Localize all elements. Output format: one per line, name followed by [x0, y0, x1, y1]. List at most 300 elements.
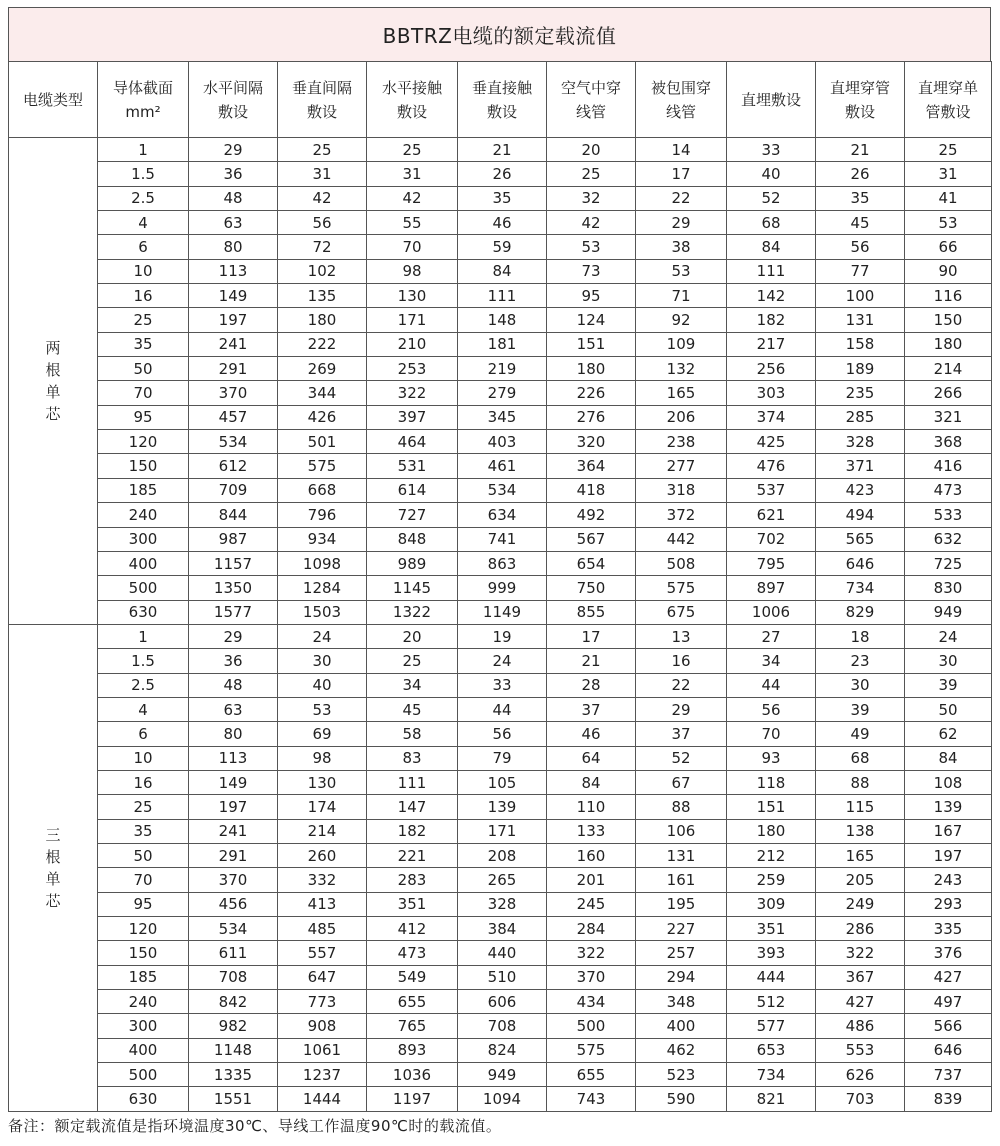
ampacity-cell: 269	[278, 357, 367, 381]
table-header	[9, 62, 992, 138]
cross-section-cell: 630	[98, 600, 189, 624]
cross-section-cell: 1	[98, 624, 189, 648]
ampacity-cell: 147	[367, 795, 458, 819]
ampacity-cell: 111	[458, 284, 547, 308]
ampacity-cell: 31	[278, 162, 367, 186]
ampacity-cell: 510	[458, 965, 547, 989]
ampacity-cell: 25	[278, 138, 367, 162]
ampacity-cell: 1157	[189, 551, 278, 575]
cross-section-cell: 70	[98, 381, 189, 405]
cable-type-char: 芯	[45, 891, 61, 910]
table-row	[9, 649, 992, 673]
ampacity-cell: 195	[636, 892, 727, 916]
ampacity-cell: 708	[189, 965, 278, 989]
ampacity-cell: 217	[727, 332, 816, 356]
ampacity-cell: 668	[278, 478, 367, 502]
ampacity-cell: 537	[727, 478, 816, 502]
table-row	[9, 965, 992, 989]
header-method-line: 水平接触	[381, 78, 442, 97]
ampacity-cell: 566	[905, 1014, 992, 1038]
ampacity-cell: 26	[458, 162, 547, 186]
ampacity-cell: 109	[636, 332, 727, 356]
cross-section-cell: 16	[98, 284, 189, 308]
ampacity-cell: 46	[547, 722, 636, 746]
header-method-line: 直埋穿单	[917, 78, 978, 97]
ampacity-cell: 106	[636, 819, 727, 843]
ampacity-cell: 1322	[367, 600, 458, 624]
cable-type-cell	[9, 138, 98, 625]
ampacity-cell: 36	[189, 649, 278, 673]
ampacity-cell: 42	[547, 211, 636, 235]
ampacity-cell: 370	[547, 965, 636, 989]
cross-section-cell: 400	[98, 1038, 189, 1062]
ampacity-cell: 80	[189, 722, 278, 746]
ampacity-cell: 265	[458, 868, 547, 892]
ampacity-cell: 1237	[278, 1063, 367, 1087]
ampacity-cell: 737	[905, 1063, 992, 1087]
ampacity-cell: 133	[547, 819, 636, 843]
ampacity-cell: 260	[278, 843, 367, 867]
table-row	[9, 1063, 992, 1087]
ampacity-cell: 335	[905, 917, 992, 941]
ampacity-cell: 24	[905, 624, 992, 648]
ampacity-cell: 45	[816, 211, 905, 235]
ampacity-cell: 863	[458, 551, 547, 575]
ampacity-cell: 39	[816, 697, 905, 721]
cross-section-cell: 35	[98, 332, 189, 356]
table-row	[9, 162, 992, 186]
ampacity-cell: 908	[278, 1014, 367, 1038]
ampacity-cell: 1335	[189, 1063, 278, 1087]
ampacity-cell: 42	[367, 186, 458, 210]
header-method-line: 直埋敷设	[740, 90, 801, 109]
table-row	[9, 284, 992, 308]
ampacity-cell: 44	[458, 697, 547, 721]
ampacity-cell: 205	[816, 868, 905, 892]
cross-section-cell: 185	[98, 965, 189, 989]
ampacity-cell: 63	[189, 697, 278, 721]
ampacity-cell: 20	[547, 138, 636, 162]
table-row	[9, 527, 992, 551]
ampacity-cell: 773	[278, 990, 367, 1014]
ampacity-cell: 14	[636, 138, 727, 162]
ampacity-cell: 22	[636, 673, 727, 697]
ampacity-cell: 189	[816, 357, 905, 381]
ampacity-cell: 31	[367, 162, 458, 186]
header-cross-section	[98, 62, 189, 138]
table-row	[9, 990, 992, 1014]
ampacity-cell: 1036	[367, 1063, 458, 1087]
ampacity-cell: 461	[458, 454, 547, 478]
ampacity-cell: 750	[547, 576, 636, 600]
ampacity-cell: 371	[816, 454, 905, 478]
ampacity-cell: 58	[367, 722, 458, 746]
ampacity-cell: 52	[727, 186, 816, 210]
table-row	[9, 259, 992, 283]
ampacity-cell: 286	[816, 917, 905, 941]
cross-section-cell: 16	[98, 770, 189, 794]
ampacity-cell: 49	[816, 722, 905, 746]
ampacity-cell: 40	[727, 162, 816, 186]
ampacity-cell: 462	[636, 1038, 727, 1062]
ampacity-cell: 115	[816, 795, 905, 819]
ampacity-cell: 291	[189, 357, 278, 381]
ampacity-cell: 647	[278, 965, 367, 989]
ampacity-cell: 17	[547, 624, 636, 648]
cross-section-cell: 25	[98, 308, 189, 332]
ampacity-cell: 949	[905, 600, 992, 624]
ampacity-cell: 842	[189, 990, 278, 1014]
ampacity-cell: 36	[189, 162, 278, 186]
ampacity-table	[8, 61, 992, 1112]
ampacity-cell: 655	[547, 1063, 636, 1087]
ampacity-cell: 182	[367, 819, 458, 843]
ampacity-cell: 476	[727, 454, 816, 478]
ampacity-cell: 29	[636, 211, 727, 235]
ampacity-cell: 397	[367, 405, 458, 429]
ampacity-cell: 83	[367, 746, 458, 770]
table-row	[9, 138, 992, 162]
ampacity-cell: 161	[636, 868, 727, 892]
ampacity-cell: 456	[189, 892, 278, 916]
table-row	[9, 819, 992, 843]
ampacity-cell: 124	[547, 308, 636, 332]
ampacity-cell: 434	[547, 990, 636, 1014]
ampacity-cell: 26	[816, 162, 905, 186]
ampacity-cell: 501	[278, 430, 367, 454]
ampacity-cell: 56	[816, 235, 905, 259]
ampacity-cell: 829	[816, 600, 905, 624]
cross-section-cell: 500	[98, 576, 189, 600]
ampacity-cell: 897	[727, 576, 816, 600]
ampacity-cell: 238	[636, 430, 727, 454]
ampacity-cell: 1145	[367, 576, 458, 600]
ampacity-cell: 241	[189, 819, 278, 843]
ampacity-cell: 473	[905, 478, 992, 502]
ampacity-cell: 276	[547, 405, 636, 429]
ampacity-cell: 646	[905, 1038, 992, 1062]
ampacity-cell: 291	[189, 843, 278, 867]
ampacity-cell: 1503	[278, 600, 367, 624]
ampacity-cell: 403	[458, 430, 547, 454]
ampacity-cell: 29	[189, 624, 278, 648]
ampacity-cell: 214	[278, 819, 367, 843]
ampacity-cell: 285	[816, 405, 905, 429]
cross-section-cell: 240	[98, 503, 189, 527]
ampacity-cell: 33	[727, 138, 816, 162]
cross-section-cell: 2.5	[98, 673, 189, 697]
ampacity-cell: 284	[547, 917, 636, 941]
header-cross-section-unit: mm²	[125, 102, 161, 121]
ampacity-cell: 197	[189, 308, 278, 332]
ampacity-cell: 893	[367, 1038, 458, 1062]
ampacity-cell: 108	[905, 770, 992, 794]
ampacity-cell: 53	[905, 211, 992, 235]
header-method-line: 水平间隔	[202, 78, 263, 97]
ampacity-cell: 486	[816, 1014, 905, 1038]
ampacity-cell: 138	[816, 819, 905, 843]
ampacity-cell: 48	[189, 186, 278, 210]
cable-type-char: 根	[45, 847, 61, 866]
table-row	[9, 624, 992, 648]
ampacity-cell: 839	[905, 1087, 992, 1111]
ampacity-cell: 654	[547, 551, 636, 575]
ampacity-cell: 100	[816, 284, 905, 308]
ampacity-cell: 534	[189, 917, 278, 941]
ampacity-cell: 497	[905, 990, 992, 1014]
ampacity-cell: 765	[367, 1014, 458, 1038]
ampacity-cell: 245	[547, 892, 636, 916]
ampacity-cell: 322	[816, 941, 905, 965]
header-method-2	[278, 62, 367, 138]
ampacity-cell: 413	[278, 892, 367, 916]
ampacity-cell: 606	[458, 990, 547, 1014]
ampacity-cell: 116	[905, 284, 992, 308]
ampacity-cell: 88	[636, 795, 727, 819]
ampacity-cell: 34	[367, 673, 458, 697]
ampacity-cell: 33	[458, 673, 547, 697]
cable-type-char: 根	[45, 360, 61, 379]
ampacity-cell: 68	[816, 746, 905, 770]
ampacity-cell: 256	[727, 357, 816, 381]
ampacity-cell: 1061	[278, 1038, 367, 1062]
ampacity-cell: 332	[278, 868, 367, 892]
ampacity-cell: 84	[547, 770, 636, 794]
ampacity-cell: 442	[636, 527, 727, 551]
ampacity-cell: 293	[905, 892, 992, 916]
table-row	[9, 381, 992, 405]
ampacity-cell: 611	[189, 941, 278, 965]
header-method-5	[547, 62, 636, 138]
ampacity-cell: 575	[636, 576, 727, 600]
ampacity-cell: 795	[727, 551, 816, 575]
cross-section-cell: 70	[98, 868, 189, 892]
ampacity-cell: 549	[367, 965, 458, 989]
table-row	[9, 795, 992, 819]
ampacity-cell: 934	[278, 527, 367, 551]
ampacity-cell: 32	[547, 186, 636, 210]
ampacity-cell: 41	[905, 186, 992, 210]
header-method-3	[367, 62, 458, 138]
ampacity-cell: 77	[816, 259, 905, 283]
ampacity-cell: 171	[367, 308, 458, 332]
ampacity-cell: 18	[816, 624, 905, 648]
ampacity-cell: 53	[278, 697, 367, 721]
ampacity-cell: 1098	[278, 551, 367, 575]
ampacity-cell: 423	[816, 478, 905, 502]
ampacity-cell: 67	[636, 770, 727, 794]
cross-section-cell: 120	[98, 917, 189, 941]
ampacity-cell: 98	[278, 746, 367, 770]
ampacity-cell: 703	[816, 1087, 905, 1111]
table-row	[9, 1038, 992, 1062]
ampacity-cell: 135	[278, 284, 367, 308]
table-row	[9, 868, 992, 892]
ampacity-cell: 201	[547, 868, 636, 892]
ampacity-cell: 1350	[189, 576, 278, 600]
ampacity-cell: 675	[636, 600, 727, 624]
ampacity-cell: 38	[636, 235, 727, 259]
ampacity-cell: 226	[547, 381, 636, 405]
ampacity-cell: 796	[278, 503, 367, 527]
ampacity-cell: 567	[547, 527, 636, 551]
table-row	[9, 454, 992, 478]
header-method-line: 敷设	[844, 102, 875, 121]
cross-section-cell: 150	[98, 941, 189, 965]
cable-type-char: 芯	[45, 404, 61, 423]
ampacity-cell: 25	[905, 138, 992, 162]
ampacity-cell: 416	[905, 454, 992, 478]
ampacity-cell: 35	[458, 186, 547, 210]
ampacity-cell: 400	[636, 1014, 727, 1038]
ampacity-cell: 63	[189, 211, 278, 235]
cross-section-cell: 630	[98, 1087, 189, 1111]
ampacity-cell: 56	[278, 211, 367, 235]
table-row	[9, 917, 992, 941]
ampacity-cell: 66	[905, 235, 992, 259]
ampacity-cell: 42	[278, 186, 367, 210]
cross-section-cell: 25	[98, 795, 189, 819]
cross-section-cell: 10	[98, 746, 189, 770]
ampacity-cell: 27	[727, 624, 816, 648]
ampacity-cell: 328	[458, 892, 547, 916]
ampacity-cell: 53	[636, 259, 727, 283]
ampacity-cell: 621	[727, 503, 816, 527]
ampacity-cell: 148	[458, 308, 547, 332]
ampacity-cell: 949	[458, 1063, 547, 1087]
ampacity-cell: 283	[367, 868, 458, 892]
ampacity-cell: 25	[367, 138, 458, 162]
ampacity-cell: 485	[278, 917, 367, 941]
cross-section-cell: 500	[98, 1063, 189, 1087]
ampacity-cell: 150	[905, 308, 992, 332]
ampacity-cell: 351	[367, 892, 458, 916]
table-row	[9, 843, 992, 867]
ampacity-cell: 131	[636, 843, 727, 867]
table-row	[9, 235, 992, 259]
ampacity-cell: 139	[905, 795, 992, 819]
table-row	[9, 892, 992, 916]
ampacity-cell: 257	[636, 941, 727, 965]
ampacity-cell: 212	[727, 843, 816, 867]
ampacity-cell: 113	[189, 746, 278, 770]
ampacity-cell: 158	[816, 332, 905, 356]
ampacity-cell: 1444	[278, 1087, 367, 1111]
ampacity-cell: 1577	[189, 600, 278, 624]
cross-section-cell: 2.5	[98, 186, 189, 210]
table-row	[9, 941, 992, 965]
cable-type-char: 单	[45, 869, 61, 888]
cross-section-cell: 1	[98, 138, 189, 162]
ampacity-cell: 180	[547, 357, 636, 381]
ampacity-cell: 727	[367, 503, 458, 527]
ampacity-cell: 16	[636, 649, 727, 673]
ampacity-cell: 1284	[278, 576, 367, 600]
table-row	[9, 697, 992, 721]
ampacity-cell: 364	[547, 454, 636, 478]
ampacity-cell: 182	[727, 308, 816, 332]
ampacity-cell: 531	[367, 454, 458, 478]
ampacity-cell: 68	[727, 211, 816, 235]
ampacity-cell: 93	[727, 746, 816, 770]
cross-section-cell: 240	[98, 990, 189, 1014]
table-row	[9, 1087, 992, 1111]
footnote: 备注：额定载流值是指环境温度30℃、导线工作温度90℃时的载流值。	[8, 1117, 502, 1135]
table-row	[9, 576, 992, 600]
ampacity-cell: 149	[189, 770, 278, 794]
table-row	[9, 430, 992, 454]
ampacity-cell: 31	[905, 162, 992, 186]
ampacity-cell: 374	[727, 405, 816, 429]
cross-section-cell: 300	[98, 527, 189, 551]
ampacity-cell: 632	[905, 527, 992, 551]
cross-section-cell: 4	[98, 211, 189, 235]
ampacity-cell: 1006	[727, 600, 816, 624]
header-method-line: 敷设	[306, 102, 337, 121]
cable-type-cell	[9, 624, 98, 1111]
ampacity-cell: 328	[816, 430, 905, 454]
ampacity-cell: 197	[189, 795, 278, 819]
ampacity-cell: 71	[636, 284, 727, 308]
ampacity-cell: 848	[367, 527, 458, 551]
ampacity-cell: 45	[367, 697, 458, 721]
ampacity-cell: 131	[816, 308, 905, 332]
ampacity-cell: 533	[905, 503, 992, 527]
table-row	[9, 478, 992, 502]
ampacity-cell: 174	[278, 795, 367, 819]
table-row	[9, 722, 992, 746]
ampacity-cell: 494	[816, 503, 905, 527]
ampacity-cell: 48	[189, 673, 278, 697]
table-row	[9, 600, 992, 624]
ampacity-cell: 19	[458, 624, 547, 648]
ampacity-cell: 418	[547, 478, 636, 502]
ampacity-cell: 180	[278, 308, 367, 332]
ampacity-cell: 321	[905, 405, 992, 429]
ampacity-cell: 427	[816, 990, 905, 1014]
ampacity-cell: 180	[727, 819, 816, 843]
ampacity-cell: 444	[727, 965, 816, 989]
ampacity-cell: 266	[905, 381, 992, 405]
ampacity-cell: 84	[727, 235, 816, 259]
ampacity-cell: 322	[367, 381, 458, 405]
header-method-line: 垂直接触	[471, 78, 532, 97]
ampacity-cell: 219	[458, 357, 547, 381]
cross-section-cell: 6	[98, 722, 189, 746]
ampacity-cell: 655	[367, 990, 458, 1014]
ampacity-cell: 351	[727, 917, 816, 941]
ampacity-cell: 577	[727, 1014, 816, 1038]
table-row	[9, 770, 992, 794]
ampacity-cell: 725	[905, 551, 992, 575]
ampacity-cell: 214	[905, 357, 992, 381]
ampacity-cell: 989	[367, 551, 458, 575]
ampacity-cell: 426	[278, 405, 367, 429]
cross-section-cell: 300	[98, 1014, 189, 1038]
table-row	[9, 186, 992, 210]
header-method-9	[905, 62, 992, 138]
ampacity-cell: 249	[816, 892, 905, 916]
table-row	[9, 308, 992, 332]
ampacity-cell: 72	[278, 235, 367, 259]
ampacity-cell: 370	[189, 381, 278, 405]
ampacity-cell: 412	[367, 917, 458, 941]
ampacity-cell: 534	[458, 478, 547, 502]
ampacity-cell: 180	[905, 332, 992, 356]
ampacity-cell: 37	[636, 722, 727, 746]
ampacity-cell: 741	[458, 527, 547, 551]
ampacity-cell: 37	[547, 697, 636, 721]
